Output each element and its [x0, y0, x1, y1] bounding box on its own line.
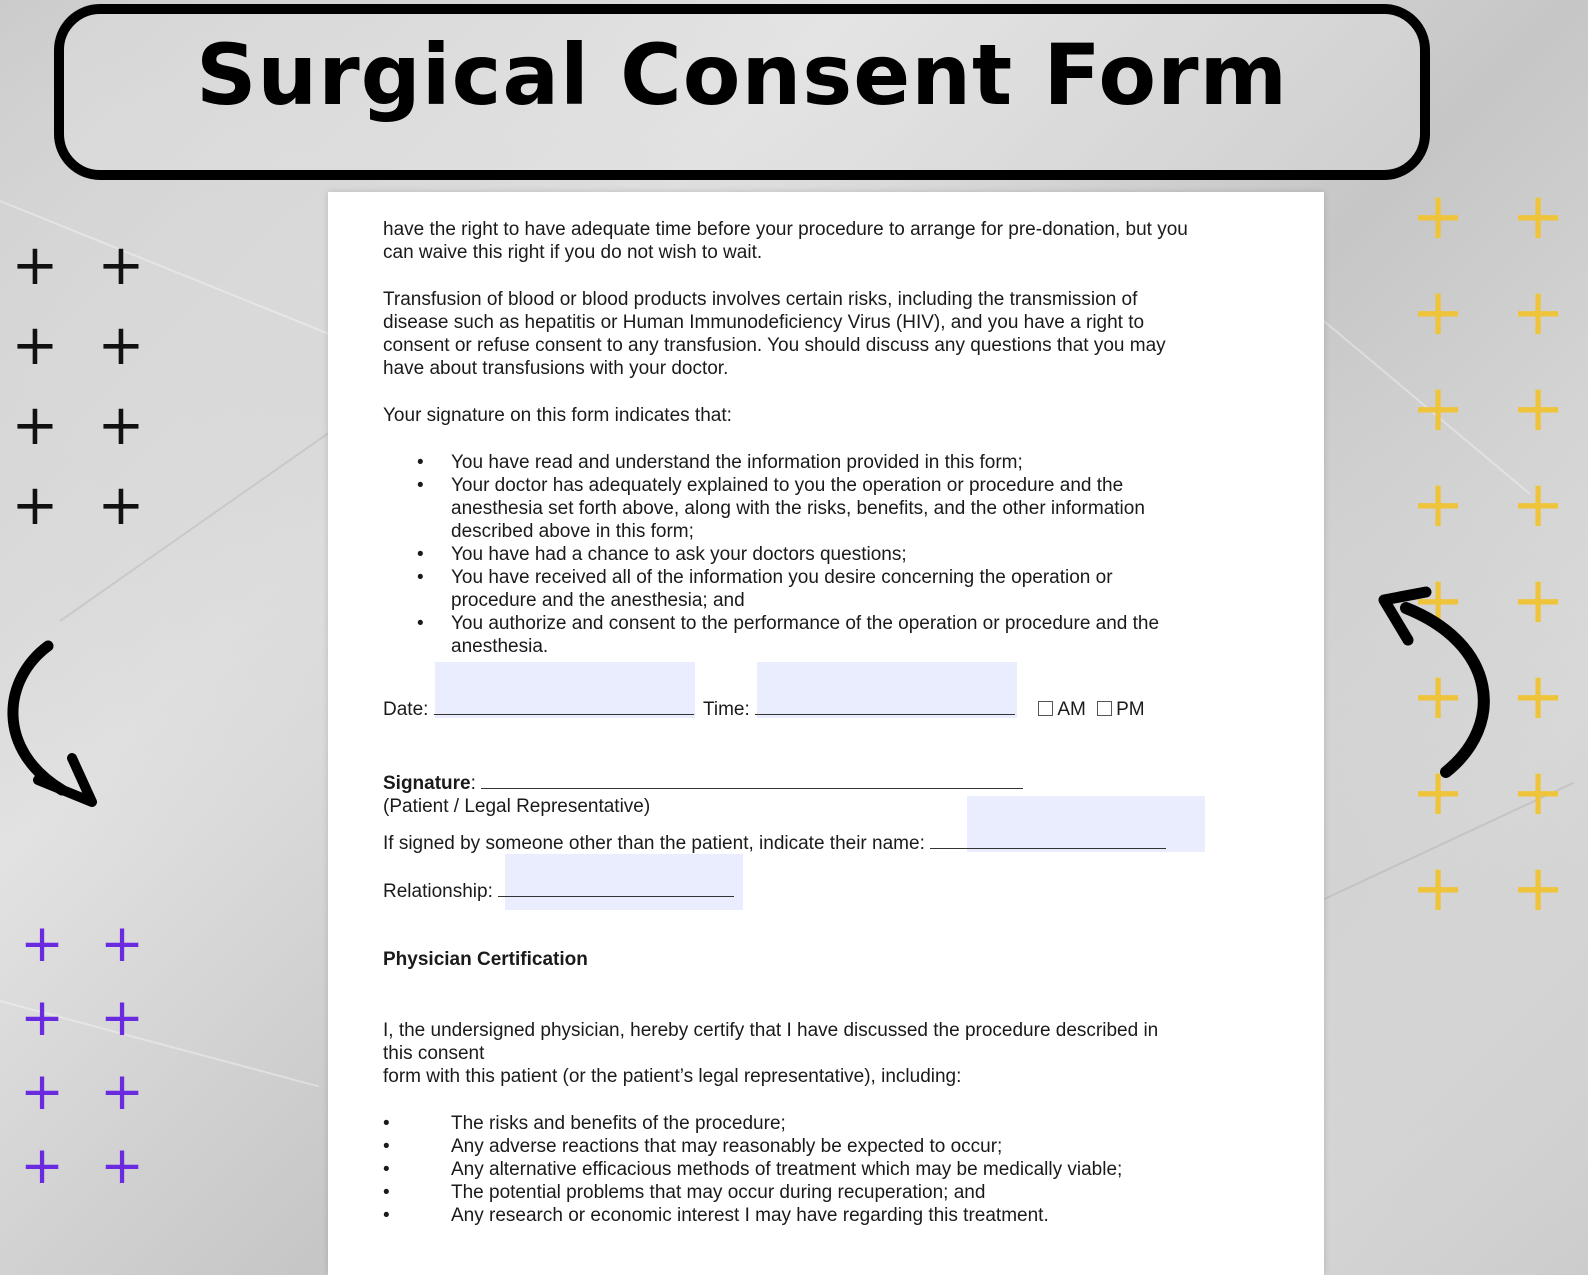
black-plus-pattern: [8, 233, 148, 538]
list-item: • The risks and benefits of the procedure;: [383, 1112, 1263, 1135]
physician-line-3: form with this patient (or the patient’s legal representative), including:: [383, 1066, 962, 1087]
plus-icon: +: [1411, 372, 1465, 446]
yellow-plus-pattern: [1408, 180, 1568, 926]
time-label: Time:: [702, 699, 750, 720]
signature-field[interactable]: [481, 770, 1023, 789]
plus-icon: +: [1511, 564, 1565, 638]
signature-sub: (Patient / Legal Representative): [383, 796, 651, 817]
transfusion-line-2: disease such as hepatitis or Human Immunodeficiency Virus (HIV), and you have a right to: [383, 312, 1145, 333]
list-item: • You have received all of the information you desire concerning the operation or procedure and the anesthesia; and: [383, 566, 1263, 612]
plus-icon: +: [20, 988, 64, 1048]
am-checkbox[interactable]: [1038, 701, 1053, 716]
document-content: [383, 218, 1263, 1227]
list-item: • You have had a chance to ask your doctors questions;: [383, 543, 1263, 566]
title-banner: [54, 4, 1430, 180]
relationship-label: Relationship:: [383, 881, 493, 902]
plus-icon: +: [1511, 180, 1565, 254]
pm-checkbox[interactable]: [1097, 701, 1112, 716]
list-item: • Any alternative efficacious methods of treatment which may be medically viable;: [383, 1158, 1263, 1181]
list-item: • Any adverse reactions that may reasonably be expected to occur;: [383, 1135, 1263, 1158]
transfusion-line-4: have about transfusions with your doctor.: [383, 358, 729, 379]
list-item: • The potential problems that may occur during recuperation; and: [383, 1181, 1263, 1204]
transfusion-line-1: Transfusion of blood or blood products involves certain risks, including the transmission of: [383, 289, 1138, 310]
other-signer-label: If signed by someone other than the patient, indicate their name:: [383, 833, 925, 854]
plus-icon: +: [1411, 660, 1465, 734]
plus-icon: +: [11, 313, 59, 378]
plus-icon: +: [100, 914, 144, 974]
relationship-row: [383, 866, 1263, 912]
physician-line-1: I, the undersigned physician, hereby certify that I have discussed the procedure described in: [383, 1020, 1159, 1041]
intro-line-2: can waive this right if you do not wish to wait.: [383, 242, 763, 263]
plus-icon: +: [1411, 276, 1465, 350]
intro-line-1: have the right to have adequate time before your procedure to arrange for pre-donation, but you: [383, 219, 1188, 240]
plus-icon: +: [97, 313, 145, 378]
plus-icon: +: [100, 1136, 144, 1196]
plus-icon: +: [1511, 756, 1565, 830]
plus-icon: +: [97, 473, 145, 538]
list-item: • Your doctor has adequately explained to you the operation or procedure and the anesthesia set forth above, along with the risks, benefits, and the other information described above in this form;: [383, 474, 1263, 543]
date-label: Date:: [383, 699, 429, 720]
plus-icon: +: [11, 233, 59, 298]
am-option[interactable]: AM: [1038, 699, 1086, 720]
transfusion-line-3: consent or refuse consent to any transfusion. You should discuss any questions that you may: [383, 335, 1166, 356]
curved-arrow-down-icon: [0, 640, 110, 810]
plus-icon: +: [97, 393, 145, 458]
plus-icon: +: [1411, 180, 1465, 254]
page-title: Surgical Consent Form: [195, 26, 1289, 124]
pm-option[interactable]: PM: [1097, 699, 1145, 720]
plus-icon: +: [1511, 660, 1565, 734]
plus-icon: +: [1511, 852, 1565, 926]
plus-icon: +: [20, 914, 64, 974]
list-item: • You have read and understand the information provided in this form;: [383, 451, 1263, 474]
plus-icon: +: [1411, 756, 1465, 830]
physician-line-2: this consent: [383, 1043, 485, 1064]
plus-icon: +: [1411, 852, 1465, 926]
signature-label: Signature: [383, 773, 471, 794]
plus-icon: +: [100, 988, 144, 1048]
signature-line: Signature:: [383, 770, 1263, 795]
date-time-row: [383, 662, 1263, 732]
plus-icon: +: [1511, 276, 1565, 350]
list-item: • You authorize and consent to the performance of the operation or procedure and the anesthesia.: [383, 612, 1263, 658]
plus-icon: +: [1511, 372, 1565, 446]
plus-icon: +: [1411, 564, 1465, 638]
plus-icon: +: [11, 393, 59, 458]
plus-icon: +: [100, 1062, 144, 1122]
plus-icon: +: [1411, 468, 1465, 542]
signature-indicates: Your signature on this form indicates that:: [383, 405, 732, 426]
purple-plus-pattern: [18, 914, 146, 1196]
list-item: • Any research or economic interest I may have regarding this treatment.: [383, 1204, 1263, 1227]
curved-arrow-up-icon: [1376, 584, 1506, 784]
plus-icon: +: [11, 473, 59, 538]
physician-heading: Physician Certification: [383, 949, 588, 970]
physician-bullets: [383, 1112, 1263, 1227]
consent-bullets: [383, 451, 1263, 658]
plus-icon: +: [1511, 468, 1565, 542]
plus-icon: +: [97, 233, 145, 298]
plus-icon: +: [20, 1062, 64, 1122]
document-page: [328, 192, 1324, 1275]
plus-icon: +: [20, 1136, 64, 1196]
